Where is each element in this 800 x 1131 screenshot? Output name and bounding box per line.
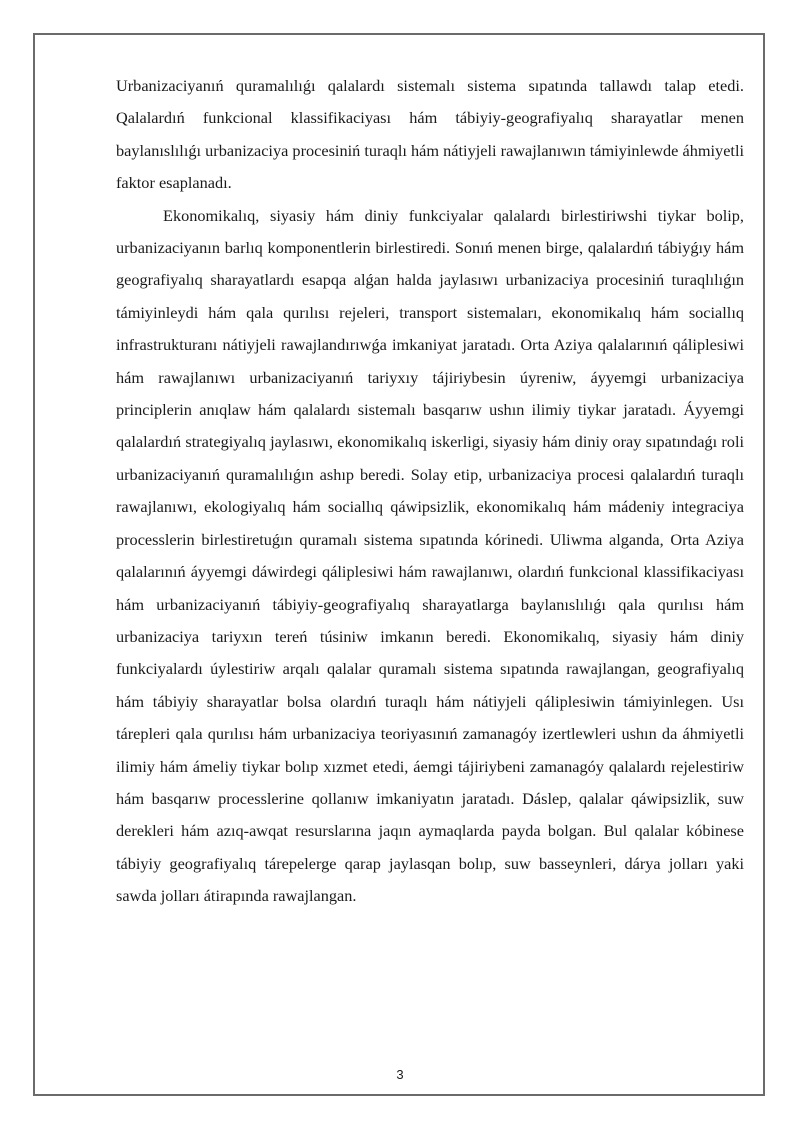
page-number: 3 [396,1067,404,1082]
paragraph-2: Ekonomikalıq, siyasiy hám diniy funkciyalar qalalardı birlestiriwshi tiykar bolip, urbanizaciyanın barlıq komponentlerin birlestiredi. Sonıń menen birge, qalalardıń tábiyǵıy hám geografiyalıq sharayatlardı esapqa alǵan halda jaylasıwı urbanizaciya procesiniń turaqlılıǵın támiyinleydi hám qala qurılısı rejeleri, transport sistemaları, ekonomikalıq hám sociallıq infrastrukturanı nátiyjeli rawajlandırıwǵa imkaniyat jaratadı. Orta Aziya qalalarınıń qáliplesiwi hám rawajlanıwı urbanizaciyanıń tariyxıy tájiriybesin úyreniw, áyyemgi urbanizaciya principlerin anıqlaw hám qalalardı sistemalı basqarıw ushın ilimiy tiykar jaratadı. Áyyemgi qalalardıń strategiyalıq jaylasıwı, ekonomikalıq iskerligi, siyasiy hám diniy oray sıpatındaǵı roli urbanizaciyanıń quramalılıǵın ashıp beredi. Solay etip, urbanizaciya procesi qalalardıń turaqlı rawajlanıwı, ekologiyalıq hám sociallıq qáwipsizlik, ekonomikalıq hám mádeniy integraciya processlerin birlestiretuǵın quramalı sistema sıpatında kórinedi. Uliwma alganda, Orta Aziya qalalarınıń áyyemgi dáwirdegi qáliplesiwi hám rawajlanıwı, olardıń funkcional klassifikaciyası hám urbanizaciyanıń tábiyiy-geografiyalıq sharayatlarga baylanıslılıǵı qala qurılısı hám urbanizaciya tariyxın tereń túsiniw imkanın beredi. Ekonomikalıq, siyasiy hám diniy funkciyalardı úylestiriw arqalı qalalar quramalı sistema sıpatında rawajlangan, geografiyalıq hám tábiyiy sharayatlar bolsa olardıń turaqlı hám nátiyjeli qáliplesiwin támiyinlegen. Usı tárepleri qala qurılısı hám urbanizaciya teoriyasınıń zamanagóy izertlewleri ushın da áhmiyetli ilimiy hám ámeliy tiykar bolıp xızmet etedi, áemgi tájiriybeni zamanagóy qalalardı rejelestiriw hám basqarıw processlerine qollanıw imkaniyatın jaratadı. Dáslep, qalalar qáwipsizlik, suw derekleri hám azıq-awqat resurslarına jaqın aymaqlarda payda bolgan. Bul qalalar kóbinese tábiyiy geografiyalıq tárepelerge qarap jaylasqan bolıp, suw basseynleri, dárya jolları yaki sawda jolları átirapında rawajlangan. [116,205,744,906]
paragraph-1: Urbanizaciyanıń quramalılıǵı qalalardı sistemalı sistema sıpatında tallawdı talap etedi. Qalalardıń funkcional klassifikaciyası hám tábiyiy-geografiyalıq sharayatlar menen baylanıslılıǵı urbanizaciya procesiniń turaqlı hám nátiyjeli rawajlanıwın támiyinlewde áhmiyetli faktor esaplanadı. [116,76,744,193]
document-body [116,70,744,913]
